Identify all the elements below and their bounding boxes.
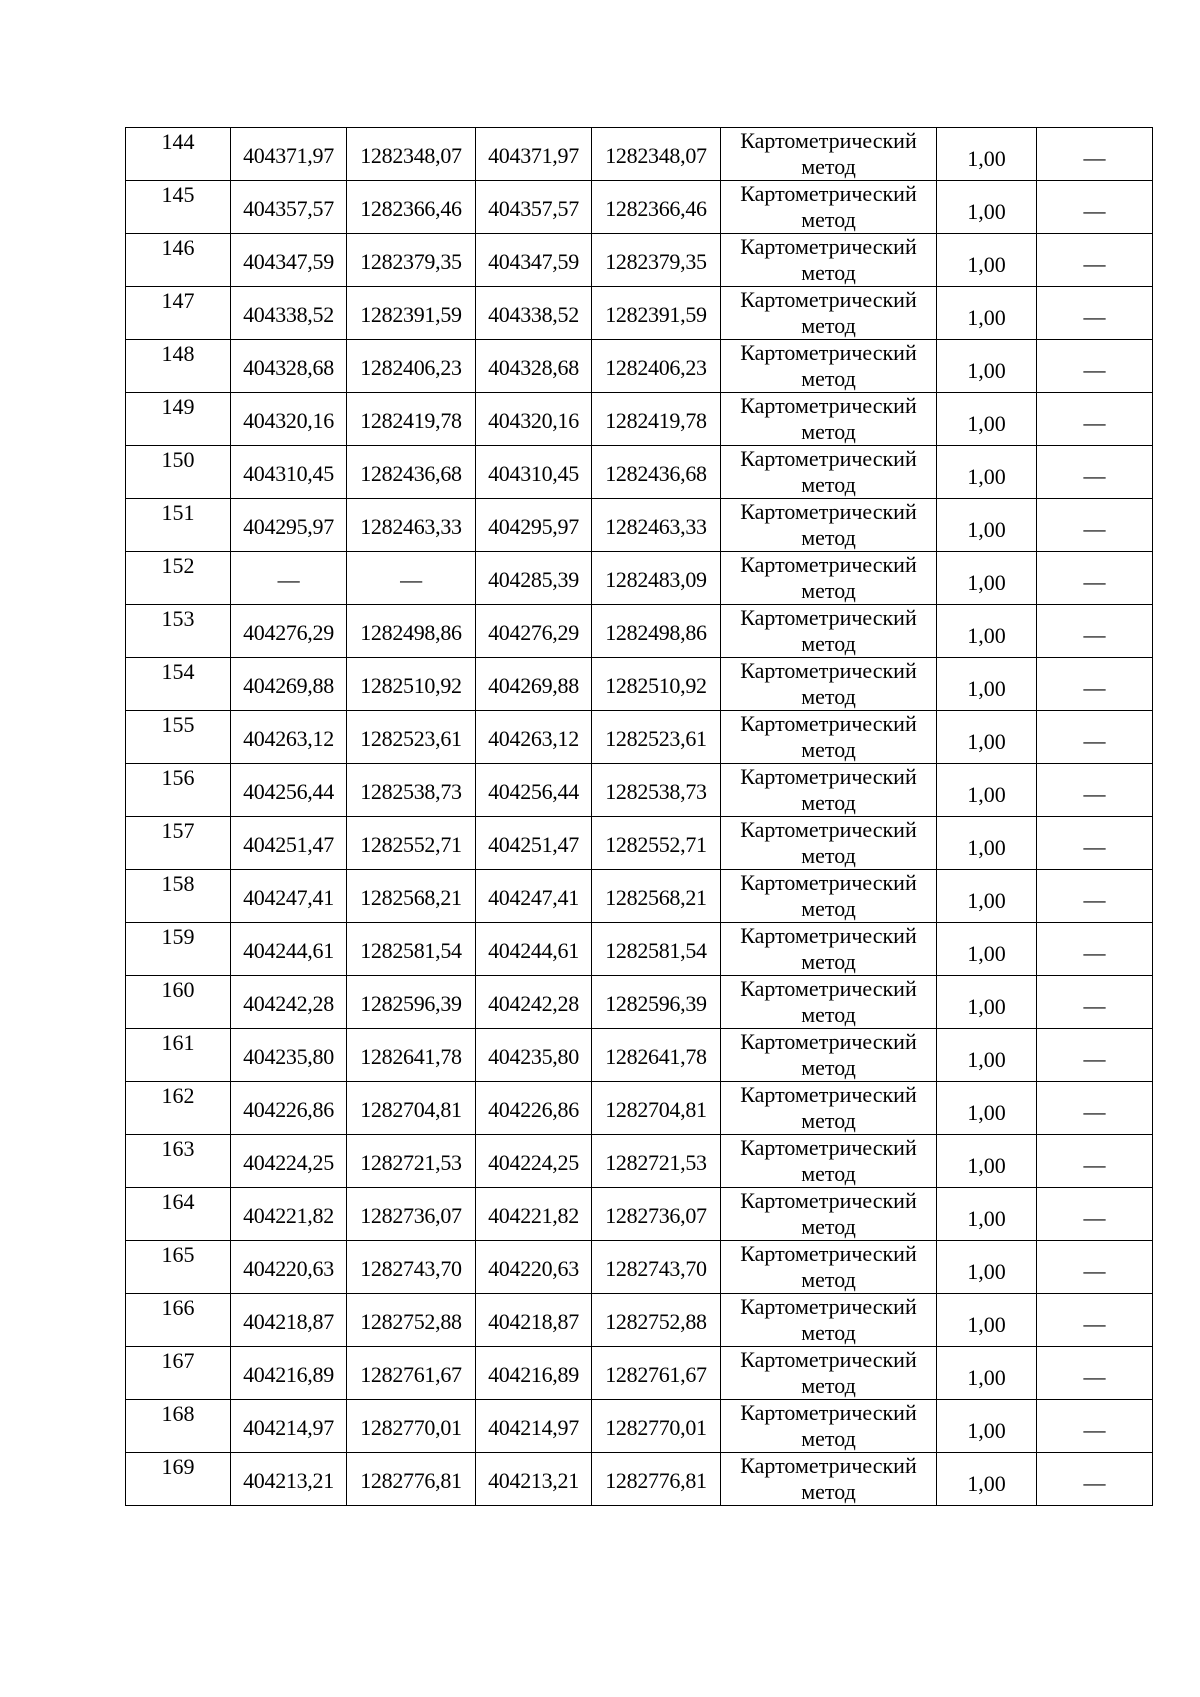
note-cell: — [1037, 446, 1153, 499]
method-line-2: метод [801, 684, 856, 709]
point-number-cell: 164 [126, 1188, 231, 1241]
method-line-1: Картометрический [740, 446, 917, 471]
method-cell [721, 1082, 937, 1135]
method-cell [721, 499, 937, 552]
method-cell [721, 1241, 937, 1294]
point-number-cell: 145 [126, 181, 231, 234]
method-line-1: Картометрический [740, 1135, 917, 1160]
method-cell [721, 923, 937, 976]
accuracy-cell: 1,00 [937, 1241, 1037, 1294]
table-row [126, 1294, 1153, 1347]
refined-y-cell: 1282498,86 [592, 605, 721, 658]
refined-y-cell: 1282581,54 [592, 923, 721, 976]
method-line-1: Картометрический [740, 1294, 917, 1319]
method-cell [721, 976, 937, 1029]
refined-y-cell: 1282721,53 [592, 1135, 721, 1188]
accuracy-cell: 1,00 [937, 711, 1037, 764]
point-number-cell: 157 [126, 817, 231, 870]
existing-x-cell: 404216,89 [231, 1347, 347, 1400]
method-line-2: метод [801, 737, 856, 762]
method-line-1: Картометрический [740, 393, 917, 418]
point-number-cell: 165 [126, 1241, 231, 1294]
note-cell: — [1037, 1294, 1153, 1347]
method-line-2: метод [801, 578, 856, 603]
table-row [126, 499, 1153, 552]
existing-y-cell: 1282568,21 [347, 870, 476, 923]
accuracy-cell: 1,00 [937, 340, 1037, 393]
accuracy-cell: 1,00 [937, 817, 1037, 870]
existing-y-cell: 1282538,73 [347, 764, 476, 817]
existing-y-cell: 1282436,68 [347, 446, 476, 499]
existing-y-cell: 1282761,67 [347, 1347, 476, 1400]
method-line-1: Картометрический [740, 711, 917, 736]
accuracy-cell: 1,00 [937, 1082, 1037, 1135]
existing-y-cell: 1282581,54 [347, 923, 476, 976]
note-cell: — [1037, 1135, 1153, 1188]
refined-x-cell: 404357,57 [476, 181, 592, 234]
refined-y-cell: 1282538,73 [592, 764, 721, 817]
method-line-2: метод [801, 419, 856, 444]
method-cell [721, 287, 937, 340]
accuracy-cell: 1,00 [937, 234, 1037, 287]
method-cell [721, 552, 937, 605]
table-row [126, 976, 1153, 1029]
method-line-1: Картометрический [740, 923, 917, 948]
note-cell: — [1037, 1453, 1153, 1506]
method-line-2: метод [801, 896, 856, 921]
point-number-cell: 144 [126, 128, 231, 181]
method-line-1: Картометрический [740, 234, 917, 259]
refined-x-cell: 404235,80 [476, 1029, 592, 1082]
existing-y-cell: 1282641,78 [347, 1029, 476, 1082]
accuracy-cell: 1,00 [937, 976, 1037, 1029]
existing-y-cell: 1282721,53 [347, 1135, 476, 1188]
existing-x-cell: — [231, 552, 347, 605]
existing-y-cell: 1282523,61 [347, 711, 476, 764]
note-cell: — [1037, 552, 1153, 605]
existing-y-cell: 1282419,78 [347, 393, 476, 446]
coordinates-table [125, 127, 1153, 1506]
note-cell: — [1037, 499, 1153, 552]
accuracy-cell: 1,00 [937, 870, 1037, 923]
method-line-1: Картометрический [740, 1400, 917, 1425]
existing-x-cell: 404214,97 [231, 1400, 347, 1453]
method-line-2: метод [801, 313, 856, 338]
refined-x-cell: 404226,86 [476, 1082, 592, 1135]
refined-x-cell: 404338,52 [476, 287, 592, 340]
method-cell [721, 340, 937, 393]
method-line-2: метод [801, 154, 856, 179]
refined-y-cell: 1282523,61 [592, 711, 721, 764]
table-row [126, 234, 1153, 287]
point-number-cell: 151 [126, 499, 231, 552]
method-line-1: Картометрический [740, 817, 917, 842]
method-cell [721, 181, 937, 234]
table-row [126, 605, 1153, 658]
refined-x-cell: 404347,59 [476, 234, 592, 287]
point-number-cell: 147 [126, 287, 231, 340]
method-cell [721, 128, 937, 181]
refined-x-cell: 404269,88 [476, 658, 592, 711]
method-line-2: метод [801, 1108, 856, 1133]
existing-x-cell: 404338,52 [231, 287, 347, 340]
existing-y-cell: 1282510,92 [347, 658, 476, 711]
method-line-1: Картометрический [740, 1029, 917, 1054]
method-cell [721, 1400, 937, 1453]
existing-x-cell: 404235,80 [231, 1029, 347, 1082]
note-cell: — [1037, 764, 1153, 817]
note-cell: — [1037, 340, 1153, 393]
refined-y-cell: 1282510,92 [592, 658, 721, 711]
method-line-1: Картометрический [740, 340, 917, 365]
table-body [126, 128, 1153, 1506]
method-line-2: метод [801, 949, 856, 974]
method-line-2: метод [801, 1320, 856, 1345]
point-number-cell: 159 [126, 923, 231, 976]
note-cell: — [1037, 181, 1153, 234]
note-cell: — [1037, 870, 1153, 923]
existing-y-cell: 1282704,81 [347, 1082, 476, 1135]
refined-x-cell: 404218,87 [476, 1294, 592, 1347]
existing-y-cell: 1282379,35 [347, 234, 476, 287]
table-row [126, 552, 1153, 605]
existing-y-cell: 1282391,59 [347, 287, 476, 340]
existing-y-cell: 1282348,07 [347, 128, 476, 181]
refined-y-cell: 1282552,71 [592, 817, 721, 870]
method-cell [721, 764, 937, 817]
existing-y-cell: 1282776,81 [347, 1453, 476, 1506]
method-line-2: метод [801, 790, 856, 815]
refined-x-cell: 404221,82 [476, 1188, 592, 1241]
method-cell [721, 1188, 937, 1241]
accuracy-cell: 1,00 [937, 605, 1037, 658]
method-line-2: метод [801, 207, 856, 232]
table-row [126, 764, 1153, 817]
table-row [126, 181, 1153, 234]
accuracy-cell: 1,00 [937, 287, 1037, 340]
refined-y-cell: 1282366,46 [592, 181, 721, 234]
existing-x-cell: 404347,59 [231, 234, 347, 287]
table-row [126, 923, 1153, 976]
existing-x-cell: 404263,12 [231, 711, 347, 764]
existing-x-cell: 404269,88 [231, 658, 347, 711]
point-number-cell: 154 [126, 658, 231, 711]
refined-y-cell: 1282743,70 [592, 1241, 721, 1294]
table-row [126, 711, 1153, 764]
refined-y-cell: 1282406,23 [592, 340, 721, 393]
refined-y-cell: 1282419,78 [592, 393, 721, 446]
point-number-cell: 148 [126, 340, 231, 393]
existing-x-cell: 404328,68 [231, 340, 347, 393]
method-cell [721, 711, 937, 764]
refined-x-cell: 404263,12 [476, 711, 592, 764]
accuracy-cell: 1,00 [937, 1135, 1037, 1188]
method-cell [721, 1135, 937, 1188]
method-line-1: Картометрический [740, 976, 917, 1001]
note-cell: — [1037, 1241, 1153, 1294]
note-cell: — [1037, 1347, 1153, 1400]
method-cell [721, 393, 937, 446]
existing-x-cell: 404276,29 [231, 605, 347, 658]
existing-x-cell: 404224,25 [231, 1135, 347, 1188]
existing-x-cell: 404242,28 [231, 976, 347, 1029]
method-line-2: метод [801, 1267, 856, 1292]
table-row [126, 1241, 1153, 1294]
point-number-cell: 160 [126, 976, 231, 1029]
note-cell: — [1037, 976, 1153, 1029]
existing-y-cell: 1282770,01 [347, 1400, 476, 1453]
note-cell: — [1037, 1029, 1153, 1082]
table-row [126, 658, 1153, 711]
point-number-cell: 149 [126, 393, 231, 446]
existing-y-cell: 1282552,71 [347, 817, 476, 870]
existing-y-cell: 1282743,70 [347, 1241, 476, 1294]
method-cell [721, 1294, 937, 1347]
existing-y-cell: 1282498,86 [347, 605, 476, 658]
method-cell [721, 1347, 937, 1400]
method-line-2: метод [801, 525, 856, 550]
existing-x-cell: 404310,45 [231, 446, 347, 499]
refined-x-cell: 404256,44 [476, 764, 592, 817]
method-line-2: метод [801, 1214, 856, 1239]
table-row [126, 870, 1153, 923]
existing-y-cell: 1282752,88 [347, 1294, 476, 1347]
accuracy-cell: 1,00 [937, 499, 1037, 552]
method-line-1: Картометрический [740, 181, 917, 206]
refined-x-cell: 404244,61 [476, 923, 592, 976]
note-cell: — [1037, 711, 1153, 764]
refined-x-cell: 404328,68 [476, 340, 592, 393]
method-line-1: Картометрический [740, 870, 917, 895]
point-number-cell: 156 [126, 764, 231, 817]
existing-y-cell: 1282596,39 [347, 976, 476, 1029]
existing-y-cell: 1282463,33 [347, 499, 476, 552]
note-cell: — [1037, 128, 1153, 181]
point-number-cell: 163 [126, 1135, 231, 1188]
existing-x-cell: 404247,41 [231, 870, 347, 923]
table-row [126, 393, 1153, 446]
point-number-cell: 150 [126, 446, 231, 499]
refined-y-cell: 1282379,35 [592, 234, 721, 287]
accuracy-cell: 1,00 [937, 552, 1037, 605]
existing-x-cell: 404251,47 [231, 817, 347, 870]
note-cell: — [1037, 287, 1153, 340]
table-row [126, 1082, 1153, 1135]
point-number-cell: 168 [126, 1400, 231, 1453]
note-cell: — [1037, 658, 1153, 711]
note-cell: — [1037, 234, 1153, 287]
point-number-cell: 169 [126, 1453, 231, 1506]
refined-y-cell: 1282761,67 [592, 1347, 721, 1400]
table-row [126, 1347, 1153, 1400]
accuracy-cell: 1,00 [937, 1188, 1037, 1241]
existing-x-cell: 404221,82 [231, 1188, 347, 1241]
existing-x-cell: 404320,16 [231, 393, 347, 446]
table-row [126, 817, 1153, 870]
accuracy-cell: 1,00 [937, 1400, 1037, 1453]
refined-x-cell: 404242,28 [476, 976, 592, 1029]
method-line-1: Картометрический [740, 128, 917, 153]
method-line-1: Картометрический [740, 605, 917, 630]
accuracy-cell: 1,00 [937, 181, 1037, 234]
method-cell [721, 817, 937, 870]
existing-x-cell: 404220,63 [231, 1241, 347, 1294]
method-line-1: Картометрический [740, 499, 917, 524]
point-number-cell: 153 [126, 605, 231, 658]
point-number-cell: 146 [126, 234, 231, 287]
refined-x-cell: 404224,25 [476, 1135, 592, 1188]
method-line-1: Картометрический [740, 552, 917, 577]
note-cell: — [1037, 605, 1153, 658]
refined-y-cell: 1282776,81 [592, 1453, 721, 1506]
point-number-cell: 166 [126, 1294, 231, 1347]
refined-x-cell: 404216,89 [476, 1347, 592, 1400]
existing-y-cell: — [347, 552, 476, 605]
refined-x-cell: 404285,39 [476, 552, 592, 605]
method-line-1: Картометрический [740, 287, 917, 312]
accuracy-cell: 1,00 [937, 446, 1037, 499]
accuracy-cell: 1,00 [937, 1453, 1037, 1506]
table-row [126, 128, 1153, 181]
refined-y-cell: 1282770,01 [592, 1400, 721, 1453]
refined-y-cell: 1282641,78 [592, 1029, 721, 1082]
note-cell: — [1037, 1082, 1153, 1135]
table-row [126, 1135, 1153, 1188]
table-row [126, 1029, 1153, 1082]
refined-x-cell: 404220,63 [476, 1241, 592, 1294]
note-cell: — [1037, 923, 1153, 976]
refined-y-cell: 1282348,07 [592, 128, 721, 181]
method-line-2: метод [801, 843, 856, 868]
accuracy-cell: 1,00 [937, 393, 1037, 446]
note-cell: — [1037, 1188, 1153, 1241]
refined-y-cell: 1282483,09 [592, 552, 721, 605]
refined-y-cell: 1282736,07 [592, 1188, 721, 1241]
method-line-2: метод [801, 1479, 856, 1504]
accuracy-cell: 1,00 [937, 764, 1037, 817]
method-cell [721, 658, 937, 711]
method-cell [721, 870, 937, 923]
table-row [126, 1400, 1153, 1453]
refined-x-cell: 404276,29 [476, 605, 592, 658]
method-line-2: метод [801, 366, 856, 391]
refined-x-cell: 404310,45 [476, 446, 592, 499]
point-number-cell: 155 [126, 711, 231, 764]
refined-x-cell: 404247,41 [476, 870, 592, 923]
refined-x-cell: 404371,97 [476, 128, 592, 181]
note-cell: — [1037, 817, 1153, 870]
method-line-2: метод [801, 1055, 856, 1080]
existing-y-cell: 1282736,07 [347, 1188, 476, 1241]
refined-y-cell: 1282436,68 [592, 446, 721, 499]
existing-y-cell: 1282406,23 [347, 340, 476, 393]
method-line-1: Картометрический [740, 1188, 917, 1213]
point-number-cell: 158 [126, 870, 231, 923]
accuracy-cell: 1,00 [937, 1347, 1037, 1400]
existing-x-cell: 404371,97 [231, 128, 347, 181]
point-number-cell: 167 [126, 1347, 231, 1400]
method-line-1: Картометрический [740, 1347, 917, 1372]
note-cell: — [1037, 1400, 1153, 1453]
table-row [126, 287, 1153, 340]
refined-x-cell: 404295,97 [476, 499, 592, 552]
existing-x-cell: 404218,87 [231, 1294, 347, 1347]
method-line-1: Картометрический [740, 764, 917, 789]
refined-y-cell: 1282752,88 [592, 1294, 721, 1347]
existing-x-cell: 404226,86 [231, 1082, 347, 1135]
note-cell: — [1037, 393, 1153, 446]
refined-x-cell: 404214,97 [476, 1400, 592, 1453]
accuracy-cell: 1,00 [937, 923, 1037, 976]
method-line-2: метод [801, 1373, 856, 1398]
method-cell [721, 605, 937, 658]
accuracy-cell: 1,00 [937, 1294, 1037, 1347]
refined-y-cell: 1282596,39 [592, 976, 721, 1029]
refined-x-cell: 404320,16 [476, 393, 592, 446]
method-line-2: метод [801, 1002, 856, 1027]
table-row [126, 1188, 1153, 1241]
method-line-1: Картометрический [740, 1241, 917, 1266]
point-number-cell: 162 [126, 1082, 231, 1135]
method-line-1: Картометрический [740, 1453, 917, 1478]
table-row [126, 340, 1153, 393]
accuracy-cell: 1,00 [937, 128, 1037, 181]
accuracy-cell: 1,00 [937, 1029, 1037, 1082]
existing-x-cell: 404213,21 [231, 1453, 347, 1506]
method-line-2: метод [801, 472, 856, 497]
refined-y-cell: 1282568,21 [592, 870, 721, 923]
existing-x-cell: 404256,44 [231, 764, 347, 817]
existing-x-cell: 404295,97 [231, 499, 347, 552]
method-line-2: метод [801, 1426, 856, 1451]
existing-x-cell: 404244,61 [231, 923, 347, 976]
point-number-cell: 152 [126, 552, 231, 605]
table-row [126, 1453, 1153, 1506]
method-line-1: Картометрический [740, 1082, 917, 1107]
method-line-2: метод [801, 631, 856, 656]
point-number-cell: 161 [126, 1029, 231, 1082]
method-line-1: Картометрический [740, 658, 917, 683]
existing-x-cell: 404357,57 [231, 181, 347, 234]
existing-y-cell: 1282366,46 [347, 181, 476, 234]
method-cell [721, 1453, 937, 1506]
accuracy-cell: 1,00 [937, 658, 1037, 711]
method-line-2: метод [801, 260, 856, 285]
refined-y-cell: 1282391,59 [592, 287, 721, 340]
refined-y-cell: 1282463,33 [592, 499, 721, 552]
refined-x-cell: 404213,21 [476, 1453, 592, 1506]
method-cell [721, 1029, 937, 1082]
refined-y-cell: 1282704,81 [592, 1082, 721, 1135]
table-row [126, 446, 1153, 499]
method-line-2: метод [801, 1161, 856, 1186]
refined-x-cell: 404251,47 [476, 817, 592, 870]
method-cell [721, 234, 937, 287]
method-cell [721, 446, 937, 499]
